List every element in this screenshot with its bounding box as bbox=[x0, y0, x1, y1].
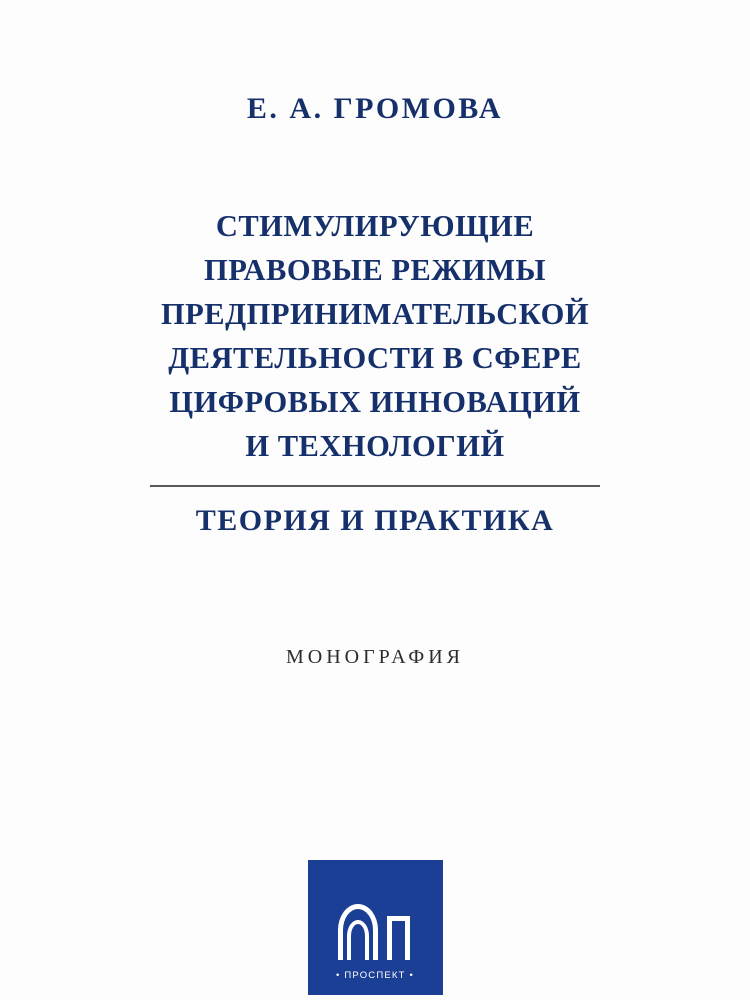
author-name: Е. А. ГРОМОВА bbox=[246, 92, 504, 125]
book-title bbox=[95, 204, 655, 538]
publisher-name: • ПРОСПЕКТ • bbox=[335, 970, 415, 981]
title-line-3: ПРЕДПРИНИМАТЕЛЬСКОЙ bbox=[160, 297, 590, 331]
publisher-logo bbox=[0, 860, 750, 995]
arch-inner-shape bbox=[347, 920, 369, 960]
title-line-1: СТИМУЛИРУЮЩИЕ bbox=[215, 209, 535, 243]
title-divider bbox=[150, 485, 600, 487]
book-subtitle: ТЕОРИЯ И ПРАКТИКА bbox=[195, 504, 555, 537]
title-line-2: ПРАВОВЫЕ РЕЖИМЫ bbox=[204, 253, 546, 287]
pillar-shape bbox=[387, 916, 410, 960]
publisher-logo-box bbox=[308, 860, 443, 995]
arch-pillar-icon bbox=[338, 898, 412, 960]
title-line-5: ЦИФРОВЫХ ИННОВАЦИЙ bbox=[169, 385, 581, 419]
title-line-4: ДЕЯТЕЛЬНОСТИ В СФЕРЕ bbox=[168, 341, 582, 375]
title-line-6: И ТЕХНОЛОГИЙ bbox=[245, 429, 505, 463]
publication-kind: МОНОГРАФИЯ bbox=[285, 646, 464, 668]
